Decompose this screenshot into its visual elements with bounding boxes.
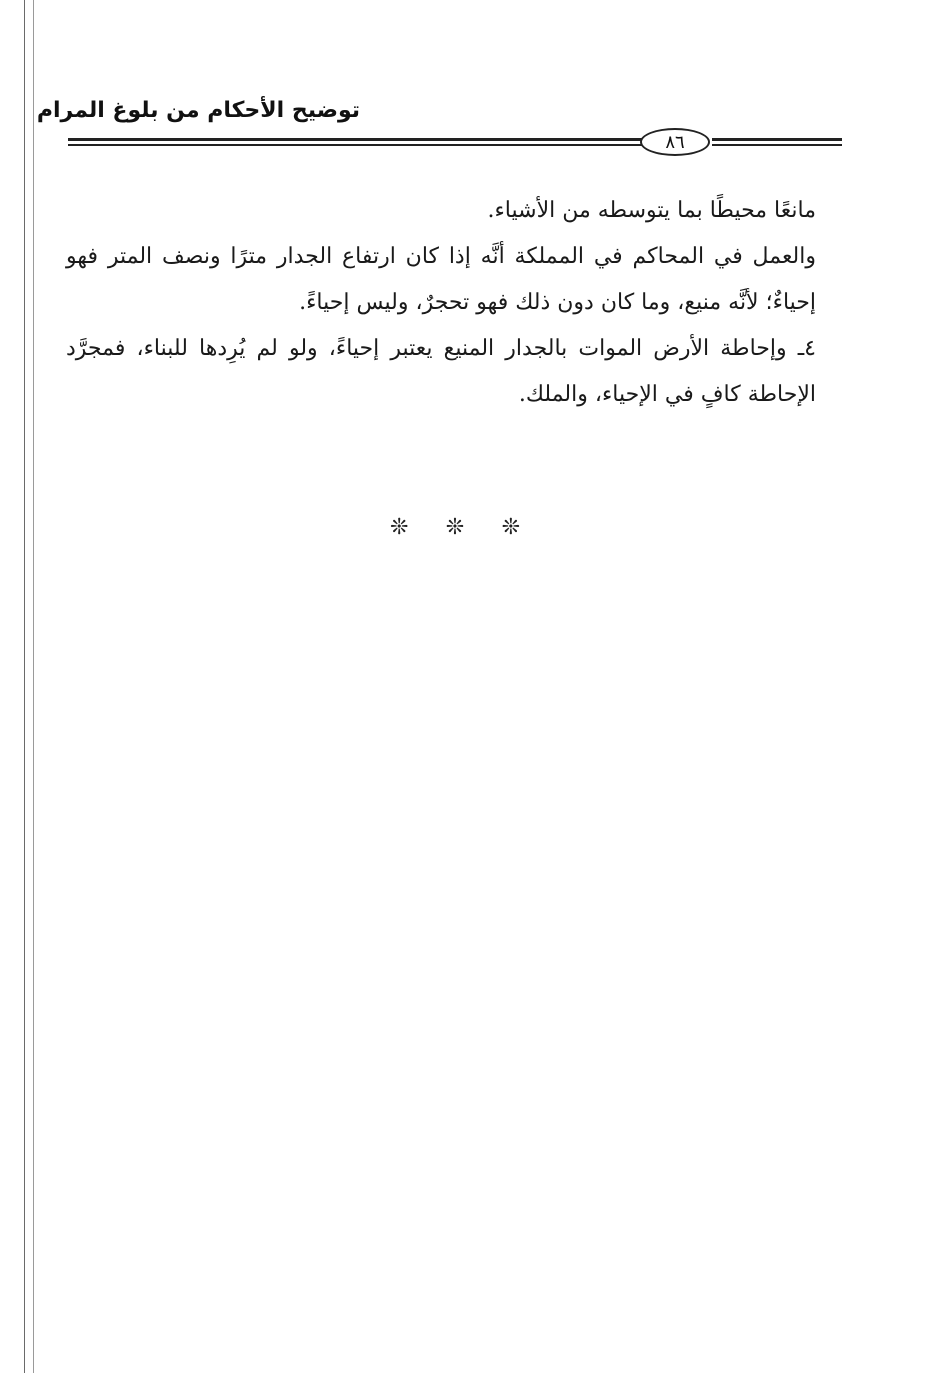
asterism-icon: ❊ (390, 515, 409, 540)
asterism-icon: ❊ (501, 515, 520, 540)
paragraph: ٤ـ وإحاطة الأرض الموات بالجدار المنيع يعتبر إحياءً، ولو لم يُرِدها للبناء، فمجرَّد الإحاطة كافٍ في الإحياء، والملك. (66, 336, 816, 407)
section-separator (390, 515, 520, 540)
binding-margin-line (24, 0, 25, 1373)
paragraph: والعمل في المحاكم في المملكة أنَّه إذا كان ارتفاع الجدار مترًا ونصف المتر فهو إحياءٌ؛ لأنَّه منيع، وما كان دون ذلك فهو تحجرٌ، وليس إحياءً. (66, 244, 816, 315)
binding-margin-line (33, 0, 34, 1373)
body-text (66, 188, 816, 418)
page-number: ٨٦ (640, 128, 710, 156)
header-rule (712, 144, 842, 146)
header-rule (712, 138, 842, 141)
header-rule (68, 144, 646, 146)
header-rule (68, 138, 646, 141)
running-title: توضيح الأحكام من بلوغ المرام (36, 98, 360, 123)
asterism-icon: ❊ (445, 515, 465, 540)
paragraph: مانعًا محيطًا بما يتوسطه من الأشياء. (487, 198, 816, 223)
